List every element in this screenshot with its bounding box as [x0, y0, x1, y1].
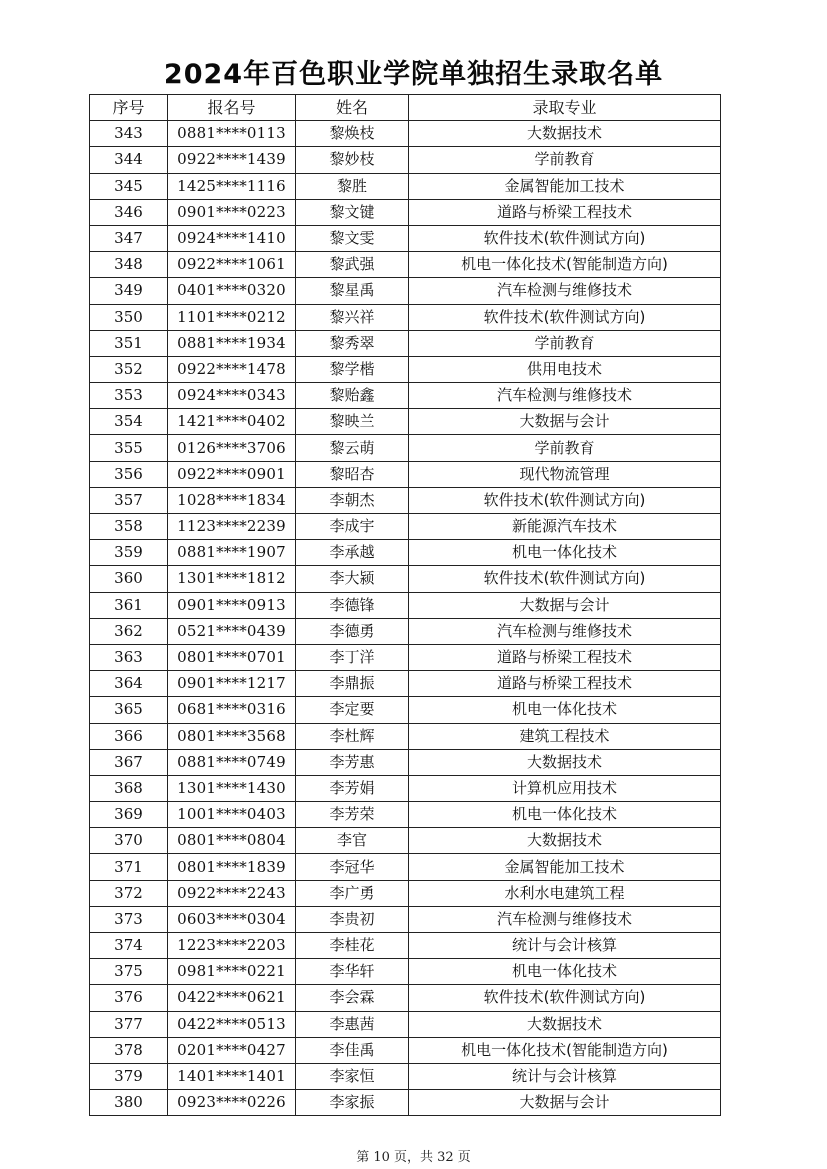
row-registration-number: 0126****3706	[168, 435, 296, 461]
table-row	[90, 540, 721, 566]
row-name: 黎贻鑫	[296, 383, 409, 409]
row-name: 李定要	[296, 697, 409, 723]
row-registration-number: 0603****0304	[168, 906, 296, 932]
row-major: 机电一体化技术	[409, 959, 721, 985]
table-row	[90, 618, 721, 644]
row-name: 李芳娟	[296, 775, 409, 801]
row-registration-number: 1223****2203	[168, 933, 296, 959]
row-major: 新能源汽车技术	[409, 514, 721, 540]
row-serial: 360	[90, 566, 168, 592]
row-registration-number: 0924****0343	[168, 383, 296, 409]
table-row	[90, 199, 721, 225]
row-serial: 367	[90, 749, 168, 775]
table-row	[90, 1090, 721, 1116]
row-name: 黎星禹	[296, 278, 409, 304]
row-name: 李冠华	[296, 854, 409, 880]
table-row	[90, 252, 721, 278]
row-name: 李广勇	[296, 880, 409, 906]
row-serial: 379	[90, 1063, 168, 1089]
row-major: 统计与会计核算	[409, 1063, 721, 1089]
row-name: 李朝杰	[296, 487, 409, 513]
table-row	[90, 828, 721, 854]
row-name: 李鼎振	[296, 671, 409, 697]
row-name: 李官	[296, 828, 409, 854]
row-major: 汽车检测与维修技术	[409, 906, 721, 932]
table-row	[90, 854, 721, 880]
row-major: 计算机应用技术	[409, 775, 721, 801]
row-major: 道路与桥梁工程技术	[409, 644, 721, 670]
row-registration-number: 1123****2239	[168, 514, 296, 540]
row-serial: 356	[90, 461, 168, 487]
table-row	[90, 304, 721, 330]
row-registration-number: 0981****0221	[168, 959, 296, 985]
row-serial: 359	[90, 540, 168, 566]
row-name: 李桂花	[296, 933, 409, 959]
row-name: 李成宇	[296, 514, 409, 540]
row-registration-number: 0922****1439	[168, 147, 296, 173]
row-registration-number: 0881****0113	[168, 121, 296, 147]
row-registration-number: 1028****1834	[168, 487, 296, 513]
row-registration-number: 0922****1478	[168, 356, 296, 382]
row-major: 水利水电建筑工程	[409, 880, 721, 906]
row-major: 大数据技术	[409, 749, 721, 775]
row-registration-number: 0201****0427	[168, 1037, 296, 1063]
row-name: 李惠茜	[296, 1011, 409, 1037]
table-row	[90, 723, 721, 749]
row-name: 李大颍	[296, 566, 409, 592]
table-row	[90, 697, 721, 723]
row-name: 李德锋	[296, 592, 409, 618]
table-row	[90, 121, 721, 147]
header-registration-number: 报名号	[168, 95, 296, 121]
header-name: 姓名	[296, 95, 409, 121]
row-serial: 366	[90, 723, 168, 749]
row-major: 学前教育	[409, 147, 721, 173]
table-row	[90, 383, 721, 409]
row-name: 李贵初	[296, 906, 409, 932]
row-name: 李德勇	[296, 618, 409, 644]
row-serial: 372	[90, 880, 168, 906]
row-major: 学前教育	[409, 330, 721, 356]
row-name: 黎学楷	[296, 356, 409, 382]
row-name: 李杜辉	[296, 723, 409, 749]
row-major: 机电一体化技术(智能制造方向)	[409, 1037, 721, 1063]
table-row	[90, 330, 721, 356]
row-name: 李家恒	[296, 1063, 409, 1089]
header-serial: 序号	[90, 95, 168, 121]
row-serial: 354	[90, 409, 168, 435]
row-registration-number: 0521****0439	[168, 618, 296, 644]
row-serial: 380	[90, 1090, 168, 1116]
row-major: 软件技术(软件测试方向)	[409, 566, 721, 592]
row-major: 统计与会计核算	[409, 933, 721, 959]
row-major: 金属智能加工技术	[409, 854, 721, 880]
row-name: 黎文键	[296, 199, 409, 225]
table-row	[90, 461, 721, 487]
row-serial: 376	[90, 985, 168, 1011]
row-serial: 364	[90, 671, 168, 697]
table-row	[90, 566, 721, 592]
row-major: 软件技术(软件测试方向)	[409, 985, 721, 1011]
table-row	[90, 173, 721, 199]
table-row	[90, 906, 721, 932]
row-name: 李华轩	[296, 959, 409, 985]
table-row	[90, 1037, 721, 1063]
row-serial: 358	[90, 514, 168, 540]
row-registration-number: 0922****2243	[168, 880, 296, 906]
row-major: 汽车检测与维修技术	[409, 383, 721, 409]
row-name: 黎昭杏	[296, 461, 409, 487]
row-serial: 370	[90, 828, 168, 854]
row-name: 李芳惠	[296, 749, 409, 775]
row-serial: 377	[90, 1011, 168, 1037]
row-registration-number: 0881****1907	[168, 540, 296, 566]
row-registration-number: 0922****1061	[168, 252, 296, 278]
row-registration-number: 0901****1217	[168, 671, 296, 697]
row-serial: 352	[90, 356, 168, 382]
table-row	[90, 409, 721, 435]
row-registration-number: 0422****0621	[168, 985, 296, 1011]
row-name: 黎胜	[296, 173, 409, 199]
table-row	[90, 749, 721, 775]
row-major: 大数据与会计	[409, 1090, 721, 1116]
row-name: 李佳禹	[296, 1037, 409, 1063]
row-name: 黎兴祥	[296, 304, 409, 330]
row-name: 黎妙枝	[296, 147, 409, 173]
admission-table	[89, 94, 721, 1116]
table-row	[90, 225, 721, 251]
row-serial: 371	[90, 854, 168, 880]
table-row	[90, 671, 721, 697]
row-name: 黎焕枝	[296, 121, 409, 147]
row-major: 汽车检测与维修技术	[409, 618, 721, 644]
row-major: 机电一体化技术(智能制造方向)	[409, 252, 721, 278]
row-name: 黎云萌	[296, 435, 409, 461]
row-serial: 365	[90, 697, 168, 723]
row-registration-number: 0422****0513	[168, 1011, 296, 1037]
row-major: 供用电技术	[409, 356, 721, 382]
row-major: 金属智能加工技术	[409, 173, 721, 199]
row-major: 大数据技术	[409, 121, 721, 147]
row-registration-number: 0401****0320	[168, 278, 296, 304]
table-row	[90, 278, 721, 304]
row-serial: 348	[90, 252, 168, 278]
row-major: 软件技术(软件测试方向)	[409, 487, 721, 513]
row-major: 现代物流管理	[409, 461, 721, 487]
row-registration-number: 0923****0226	[168, 1090, 296, 1116]
row-name: 黎文雯	[296, 225, 409, 251]
row-registration-number: 1401****1401	[168, 1063, 296, 1089]
row-registration-number: 1001****0403	[168, 802, 296, 828]
row-major: 道路与桥梁工程技术	[409, 671, 721, 697]
table-row	[90, 1011, 721, 1037]
table-row	[90, 644, 721, 670]
row-major: 大数据技术	[409, 828, 721, 854]
row-serial: 343	[90, 121, 168, 147]
row-registration-number: 0801****3568	[168, 723, 296, 749]
row-major: 学前教育	[409, 435, 721, 461]
row-registration-number: 1425****1116	[168, 173, 296, 199]
row-name: 李丁洋	[296, 644, 409, 670]
row-serial: 361	[90, 592, 168, 618]
table-row	[90, 880, 721, 906]
row-serial: 346	[90, 199, 168, 225]
row-registration-number: 0801****0701	[168, 644, 296, 670]
row-serial: 355	[90, 435, 168, 461]
row-serial: 351	[90, 330, 168, 356]
row-serial: 363	[90, 644, 168, 670]
row-name: 黎秀翠	[296, 330, 409, 356]
row-registration-number: 1301****1430	[168, 775, 296, 801]
table-row	[90, 356, 721, 382]
row-registration-number: 0801****1839	[168, 854, 296, 880]
row-serial: 375	[90, 959, 168, 985]
row-serial: 347	[90, 225, 168, 251]
row-major: 建筑工程技术	[409, 723, 721, 749]
table-row	[90, 933, 721, 959]
table-row	[90, 985, 721, 1011]
row-serial: 373	[90, 906, 168, 932]
row-name: 黎映兰	[296, 409, 409, 435]
row-major: 机电一体化技术	[409, 540, 721, 566]
row-name: 李芳荣	[296, 802, 409, 828]
row-registration-number: 0924****1410	[168, 225, 296, 251]
row-registration-number: 0901****0223	[168, 199, 296, 225]
row-major: 机电一体化技术	[409, 802, 721, 828]
row-registration-number: 1421****0402	[168, 409, 296, 435]
row-serial: 368	[90, 775, 168, 801]
row-name: 黎武强	[296, 252, 409, 278]
row-registration-number: 1101****0212	[168, 304, 296, 330]
row-name: 李承越	[296, 540, 409, 566]
document-title: 2024年百色职业学院单独招生录取名单	[163, 59, 664, 90]
table-row	[90, 802, 721, 828]
table-row	[90, 487, 721, 513]
table-row	[90, 1063, 721, 1089]
row-major: 软件技术(软件测试方向)	[409, 225, 721, 251]
table-row	[90, 592, 721, 618]
row-serial: 357	[90, 487, 168, 513]
table-row	[90, 435, 721, 461]
row-serial: 350	[90, 304, 168, 330]
table-row	[90, 514, 721, 540]
table-row	[90, 959, 721, 985]
row-major: 汽车检测与维修技术	[409, 278, 721, 304]
row-registration-number: 0881****1934	[168, 330, 296, 356]
row-registration-number: 0681****0316	[168, 697, 296, 723]
table-row	[90, 147, 721, 173]
row-serial: 344	[90, 147, 168, 173]
row-major: 道路与桥梁工程技术	[409, 199, 721, 225]
row-registration-number: 0922****0901	[168, 461, 296, 487]
row-registration-number: 1301****1812	[168, 566, 296, 592]
table-row	[90, 775, 721, 801]
table-body	[90, 121, 721, 1116]
page-footer: 第 10 页，共 32 页	[356, 1150, 471, 1165]
row-serial: 345	[90, 173, 168, 199]
row-serial: 378	[90, 1037, 168, 1063]
row-major: 大数据技术	[409, 1011, 721, 1037]
row-serial: 362	[90, 618, 168, 644]
row-registration-number: 0881****0749	[168, 749, 296, 775]
row-registration-number: 0901****0913	[168, 592, 296, 618]
row-name: 李会霖	[296, 985, 409, 1011]
row-name: 李家振	[296, 1090, 409, 1116]
row-serial: 374	[90, 933, 168, 959]
row-serial: 353	[90, 383, 168, 409]
table-header-row	[90, 95, 721, 121]
row-serial: 369	[90, 802, 168, 828]
row-major: 大数据与会计	[409, 409, 721, 435]
header-major: 录取专业	[409, 95, 721, 121]
row-major: 软件技术(软件测试方向)	[409, 304, 721, 330]
row-major: 机电一体化技术	[409, 697, 721, 723]
row-major: 大数据与会计	[409, 592, 721, 618]
row-serial: 349	[90, 278, 168, 304]
row-registration-number: 0801****0804	[168, 828, 296, 854]
